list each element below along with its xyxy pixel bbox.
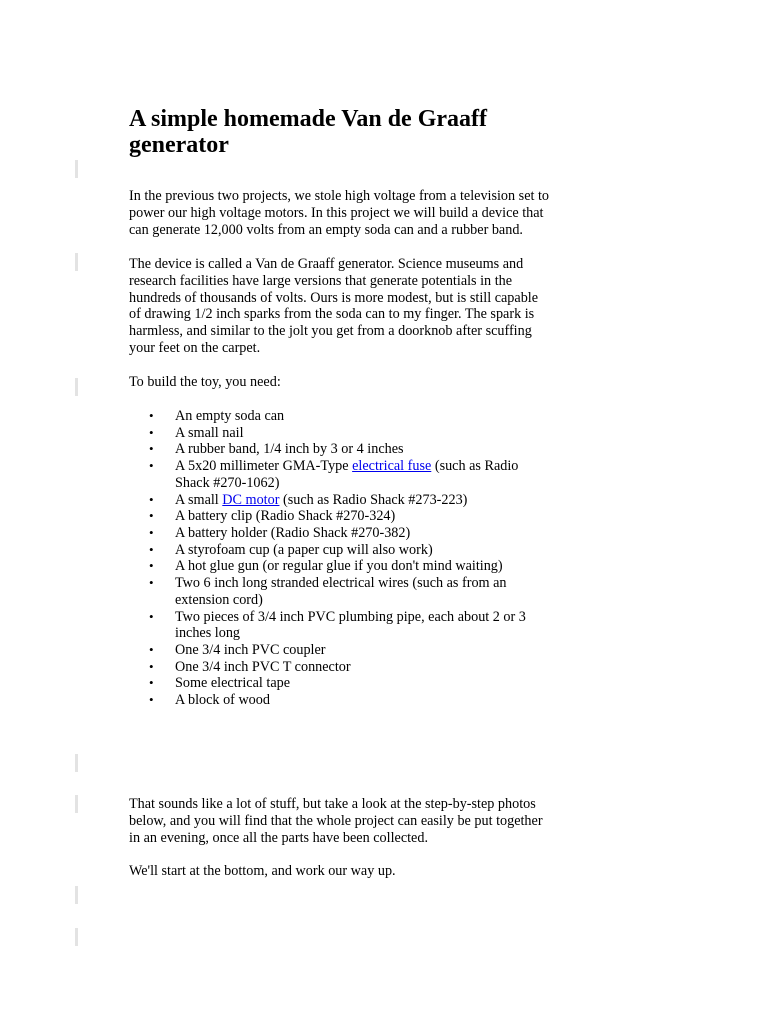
margin-mark: [75, 886, 78, 904]
bullet-icon: •: [149, 524, 154, 540]
summary-paragraph: That sounds like a lot of stuff, but take a look at the step-by-step photos below, and you will find that the whole project can easily be put together in an evening, once all the parts have been collected.: [129, 795, 543, 846]
list-item: • An empty soda can: [149, 408, 285, 425]
bullet-icon: •: [149, 675, 154, 691]
list-item: • Two pieces of 3/4 inch PVC plumbing pipe, each about 2 or 3 inches long: [149, 608, 526, 642]
bullet-icon: •: [149, 575, 154, 591]
page-title: A simple homemade Van de Graaff generator: [129, 106, 488, 158]
list-item: • A block of wood: [149, 692, 270, 709]
article-body: [129, 106, 549, 897]
intro-paragraph: In the previous two projects, we stole high voltage from a television set to power our high voltage motors. In this project we will build a device that can generate 12,000 volts from an empty soda can and a rubber band.: [129, 188, 550, 238]
list-item: • A small DC motor (such as Radio Shack #273-223): [149, 491, 468, 508]
list-item: • A styrofoam cup (a paper cup will also work): [149, 541, 433, 558]
bullet-icon: •: [149, 491, 154, 507]
blank-space: [129, 709, 549, 796]
list-item: • A battery holder (Radio Shack #270-382): [149, 524, 411, 541]
bullet-icon: •: [149, 408, 154, 424]
margin-mark: [75, 754, 78, 772]
margin-mark: [75, 253, 78, 271]
list-item: • A small nail: [149, 424, 244, 441]
parts-list: [129, 408, 549, 709]
electrical-fuse-link[interactable]: electrical fuse: [352, 458, 432, 475]
margin-mark: [75, 160, 78, 178]
bullet-icon: •: [149, 424, 154, 440]
bullet-icon: •: [149, 658, 154, 674]
closing-paragraph: We'll start at the bottom, and work our way up.: [129, 863, 396, 880]
list-item: • A hot glue gun (or regular glue if you don't mind waiting): [149, 558, 503, 575]
list-item: • A 5x20 millimeter GMA-Type electrical fuse (such as Radio Shack #270-1062): [149, 458, 519, 491]
list-item: • One 3/4 inch PVC coupler: [149, 641, 326, 658]
bullet-icon: •: [149, 558, 154, 574]
margin-mark: [75, 378, 78, 396]
requirements-intro: To build the toy, you need:: [129, 374, 281, 391]
bullet-icon: •: [149, 458, 154, 474]
list-item: • Some electrical tape: [149, 675, 291, 692]
margin-mark: [75, 928, 78, 946]
dc-motor-link[interactable]: DC motor: [222, 491, 280, 508]
bullet-icon: •: [149, 508, 154, 524]
bullet-icon: •: [149, 692, 154, 708]
list-item: • A battery clip (Radio Shack #270-324): [149, 508, 396, 525]
bullet-icon: •: [149, 608, 154, 624]
list-item: • Two 6 inch long stranded electrical wires (such as from an extension cord): [149, 575, 507, 608]
bullet-icon: •: [149, 441, 154, 457]
bullet-icon: •: [149, 541, 154, 557]
list-item: • A rubber band, 1/4 inch by 3 or 4 inches: [149, 441, 404, 458]
bullet-icon: •: [149, 641, 154, 657]
device-paragraph: The device is called a Van de Graaff generator. Science museums and research facilities have large versions that generate potentials in the hundreds of thousands of volts. Ours is more modest, but is still capable of drawing 1/2 inch sparks from the soda can to my finger. The spark is harmless, and similar to the jolt you get from a doorknob after scuffing your feet on the carpet.: [129, 255, 539, 357]
list-item: • One 3/4 inch PVC T connector: [149, 658, 351, 675]
margin-mark: [75, 795, 78, 813]
